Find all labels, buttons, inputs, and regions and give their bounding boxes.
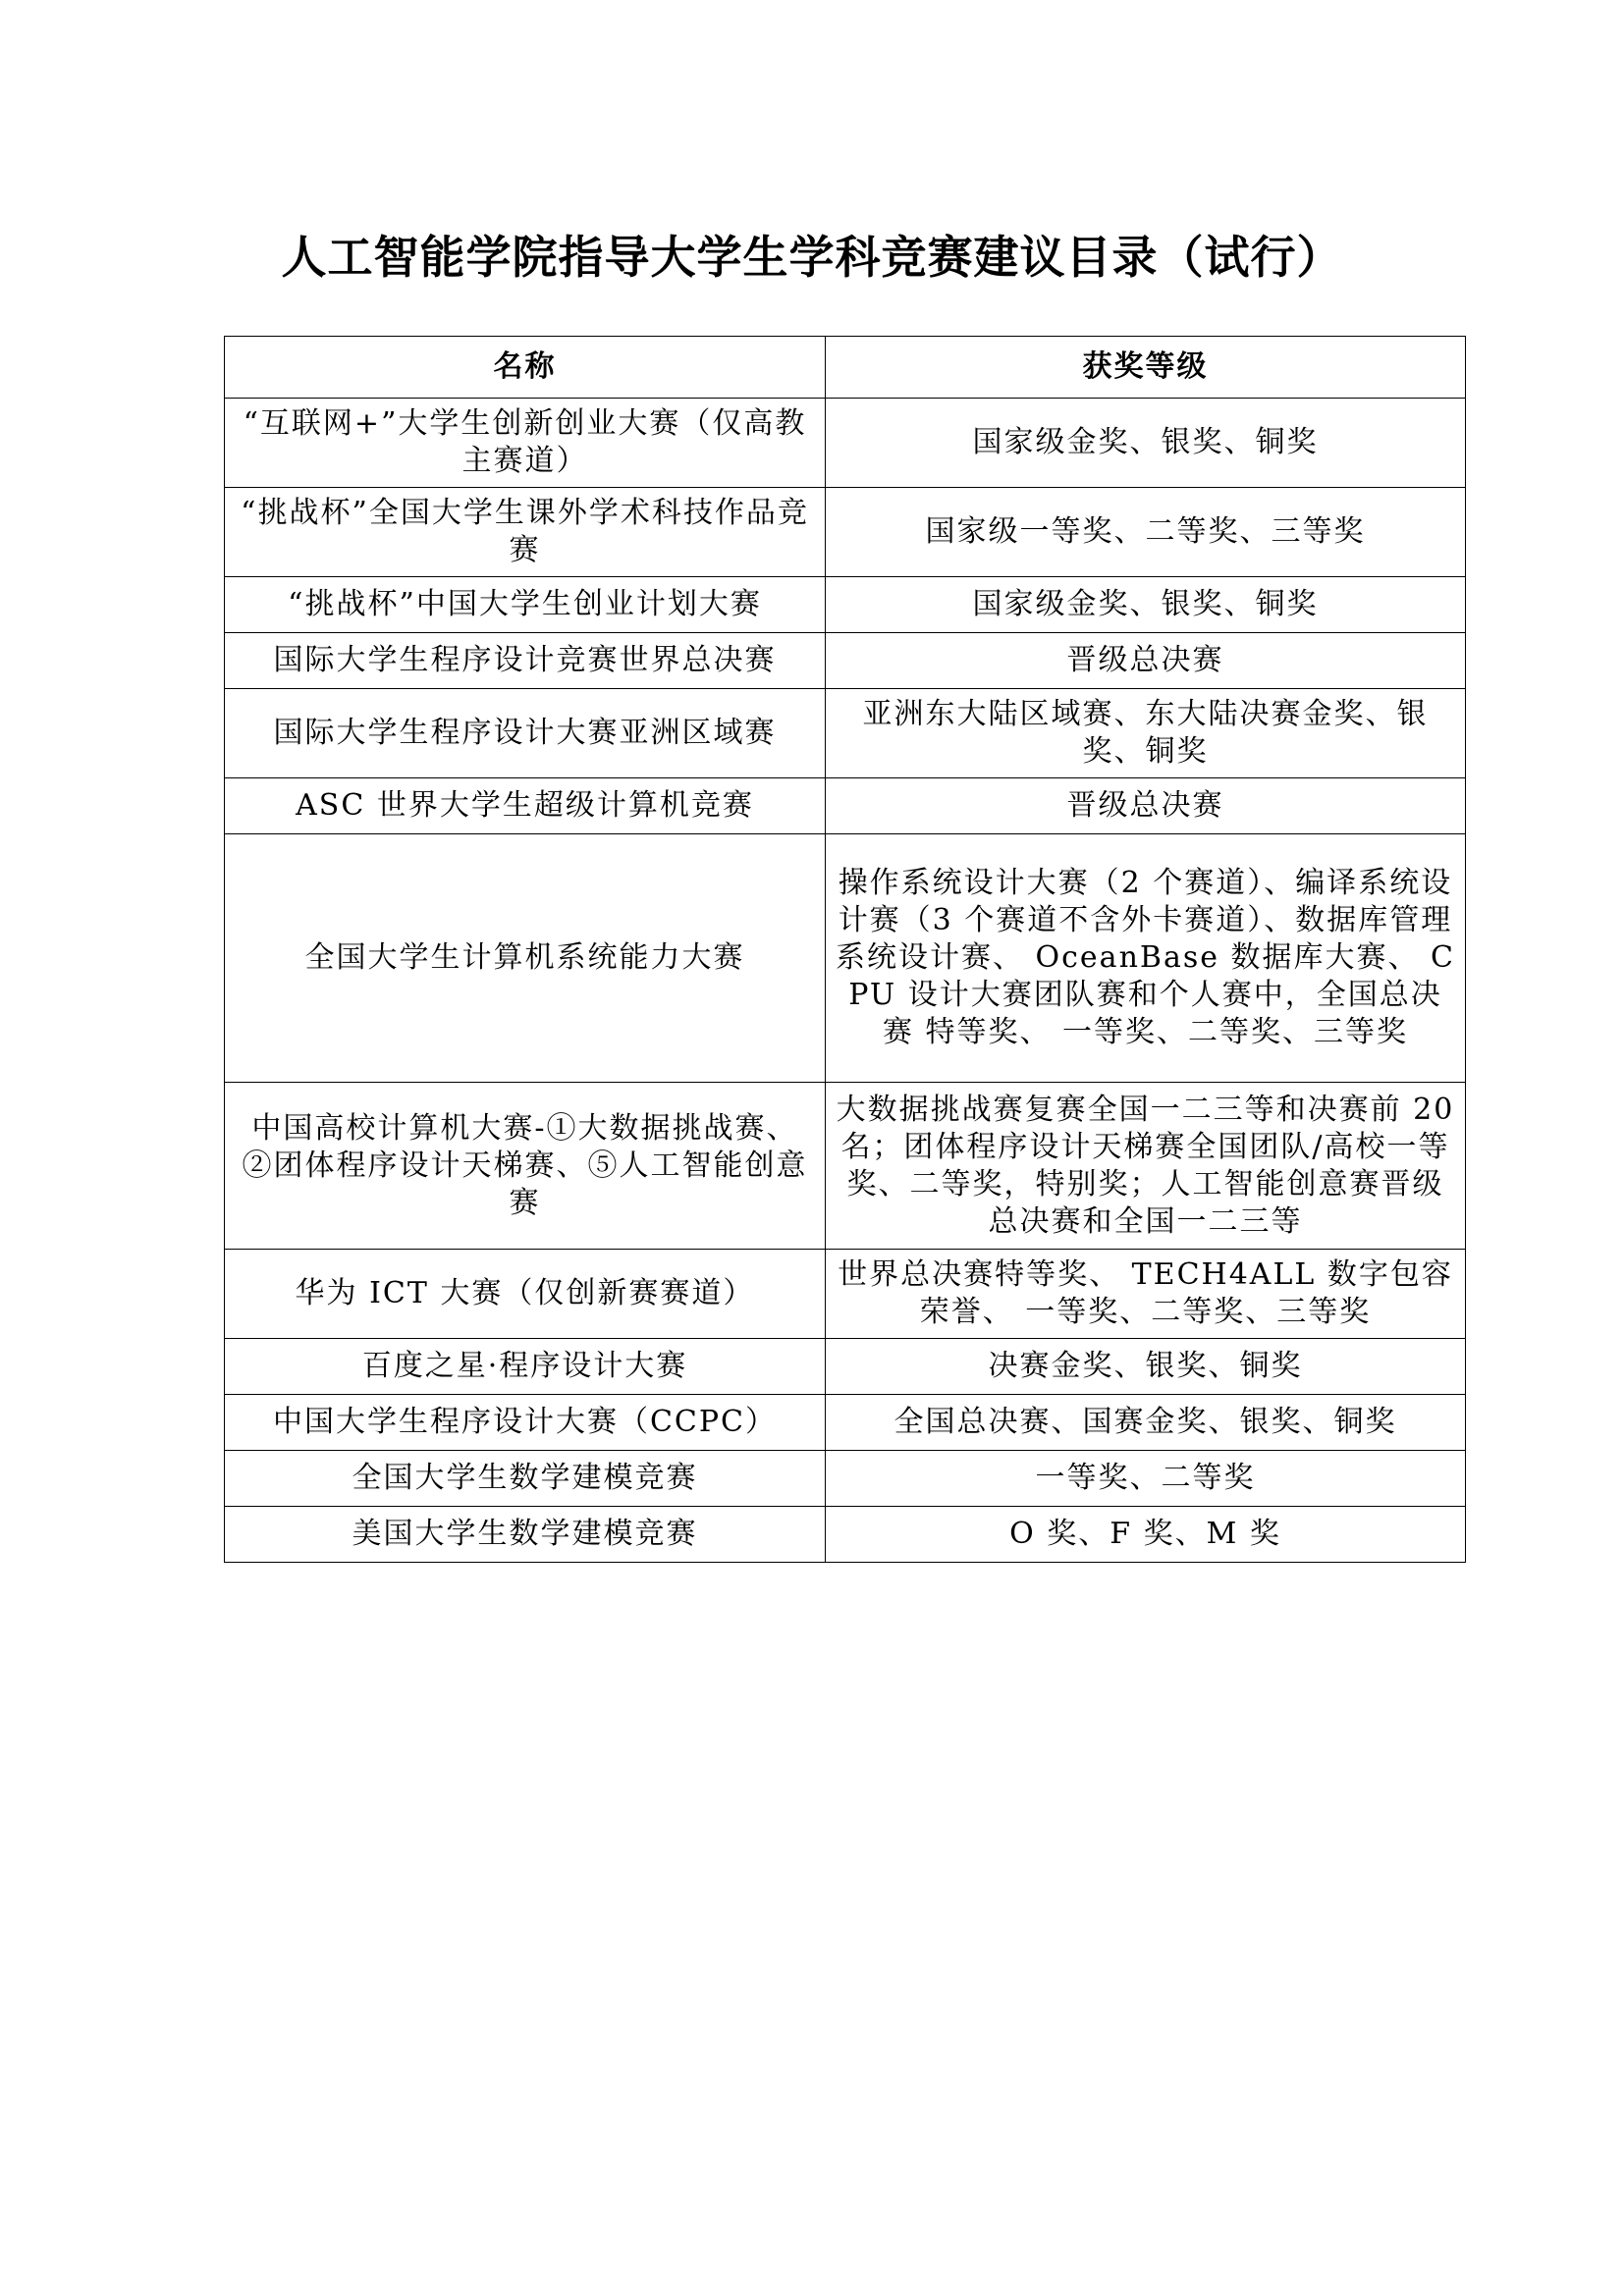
award-level: 一等奖、二等奖 <box>826 1451 1466 1507</box>
competition-name: 中国高校计算机大赛-①大数据挑战赛、②团体程序设计天梯赛、⑤人工智能创意赛 <box>225 1083 826 1250</box>
award-level: 全国总决赛、国赛金奖、银奖、铜奖 <box>826 1395 1466 1451</box>
award-level: 世界总决赛特等奖、 TECH4ALL 数字包容荣誉、 一等奖、二等奖、三等奖 <box>826 1250 1466 1339</box>
award-level: 操作系统设计大赛（2 个赛道）、编译系统设计赛（3 个赛道不含外卡赛道）、数据库管理系统设计赛、 OceanBase 数据库大赛、 CPU 设计大赛团队赛和个人赛中，全国总决赛 特等奖、 一等奖、二等奖、三等奖 <box>826 834 1466 1083</box>
competition-name: ASC 世界大学生超级计算机竞赛 <box>225 778 826 834</box>
table-row <box>225 1507 1466 1563</box>
competition-table <box>224 336 1466 1563</box>
competition-name: “挑战杯”中国大学生创业计划大赛 <box>225 577 826 633</box>
table-row <box>225 1339 1466 1395</box>
table-row <box>225 1451 1466 1507</box>
award-level: 国家级金奖、银奖、铜奖 <box>826 577 1466 633</box>
table-row <box>225 577 1466 633</box>
competition-name: 全国大学生计算机系统能力大赛 <box>225 834 826 1083</box>
award-level: 国家级一等奖、二等奖、三等奖 <box>826 488 1466 577</box>
table-row <box>225 834 1466 1083</box>
award-level: 亚洲东大陆区域赛、东大陆决赛金奖、银奖、铜奖 <box>826 689 1466 778</box>
award-level: 晋级总决赛 <box>826 778 1466 834</box>
competition-name: 国际大学生程序设计竞赛世界总决赛 <box>225 633 826 689</box>
table-row <box>225 399 1466 488</box>
competition-name: “互联网+”大学生创新创业大赛（仅高教主赛道） <box>225 399 826 488</box>
award-level: 晋级总决赛 <box>826 633 1466 689</box>
award-level: 国家级金奖、银奖、铜奖 <box>826 399 1466 488</box>
competition-name: 全国大学生数学建模竞赛 <box>225 1451 826 1507</box>
award-level: 决赛金奖、银奖、铜奖 <box>826 1339 1466 1395</box>
competition-name: 美国大学生数学建模竞赛 <box>225 1507 826 1563</box>
page-title: 人工智能学院指导大学生学科竞赛建议目录（试行） <box>281 231 1343 284</box>
competition-name: 中国大学生程序设计大赛（CCPC） <box>225 1395 826 1451</box>
table-row <box>225 689 1466 778</box>
competition-name: 国际大学生程序设计大赛亚洲区域赛 <box>225 689 826 778</box>
table-row <box>225 1395 1466 1451</box>
award-level: O 奖、F 奖、M 奖 <box>826 1507 1466 1563</box>
table-row <box>225 488 1466 577</box>
column-header-name: 名称 <box>225 337 826 399</box>
competition-name: 华为 ICT 大赛（仅创新赛赛道） <box>225 1250 826 1339</box>
competition-name: “挑战杯”全国大学生课外学术科技作品竞赛 <box>225 488 826 577</box>
award-level: 大数据挑战赛复赛全国一二三等和决赛前 20 名；团体程序设计天梯赛全国团队/高校一等奖、二等奖，特别奖；人工智能创意赛晋级总决赛和全国一二三等 <box>826 1083 1466 1250</box>
table-row <box>225 633 1466 689</box>
table-row <box>225 778 1466 834</box>
table-row <box>225 1083 1466 1250</box>
table-row <box>225 1250 1466 1339</box>
table-header-row <box>225 337 1466 399</box>
competition-name: 百度之星·程序设计大赛 <box>225 1339 826 1395</box>
column-header-level: 获奖等级 <box>826 337 1466 399</box>
